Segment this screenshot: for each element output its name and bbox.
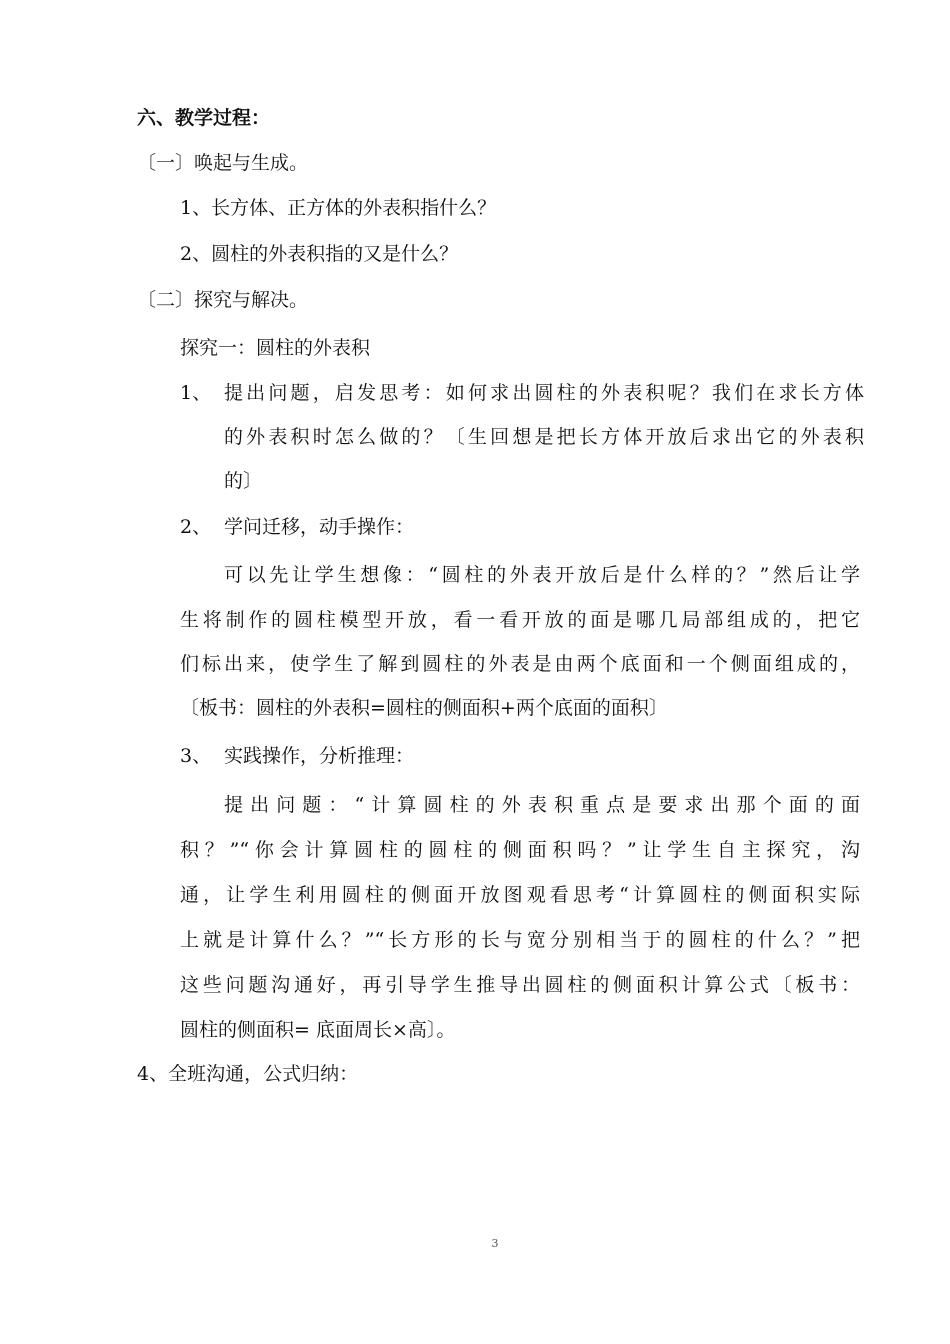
- step3-line-6: 圆柱的侧面积= 底面周长×高〕。: [180, 1019, 456, 1041]
- step3-line-3: 通，让学生利用圆柱的侧面开放图观看思考“计算圆柱的侧面积实际: [180, 884, 860, 906]
- step3-line-1: 提出问题：“计算圆柱的外表积重点是要求出那个面的面: [224, 794, 860, 816]
- step1-line-1: 提出问题，启发思考：如何求出圆柱的外表积呢？我们在求长方体: [224, 382, 864, 404]
- step1-line-2: 的外表积时怎么做的？〔生回想是把长方体开放后求出它的外表积: [224, 426, 864, 448]
- step3-line-2: 积？”“你会计算圆柱的圆柱的侧面积吗？”让学生自主探究，沟: [180, 839, 860, 861]
- step2-line-4: 〔板书：圆柱的外表积=圆柱的侧面积+两个底面的面积〕: [180, 697, 668, 719]
- section2-title: 〔二〕探究与解决。: [137, 289, 309, 311]
- step3-line-4: 上就是计算什么？”“长方形的长与宽分别相当于的圆柱的什么？”把: [180, 929, 860, 951]
- step1-line-3: 的〕: [224, 470, 263, 492]
- step3-number: 3、: [180, 745, 212, 767]
- step1-number: 1、: [180, 382, 212, 404]
- step2-line-3: 们标出来，使学生了解到圆柱的外表是由两个底面和一个侧面组成的，: [180, 653, 860, 675]
- step2-title: 学问迁移，动手操作：: [224, 516, 415, 538]
- step3-title: 实践操作，分析推理：: [224, 745, 415, 767]
- step3-line-5: 这些问题沟通好，再引导学生推导出圆柱的侧面积计算公式〔板书：: [180, 974, 860, 996]
- explore-title: 探究一：圆柱的外表积: [180, 337, 371, 359]
- step2-line-1: 可以先让学生想像：“圆柱的外表开放后是什么样的？”然后让学: [224, 564, 860, 586]
- step4-line: 4、全班沟通，公式归纳：: [137, 1063, 359, 1085]
- page-number: 3: [491, 1237, 499, 1250]
- section-heading: 六、教学过程：: [137, 107, 271, 129]
- step2-number: 2、: [180, 516, 212, 538]
- section1-title: 〔一〕唤起与生成。: [137, 152, 309, 174]
- step2-line-2: 生将制作的圆柱模型开放，看一看开放的面是哪几局部组成的，把它: [180, 609, 860, 631]
- section1-item-1: 1、长方体、正方体的外表积指什么？: [180, 197, 497, 219]
- section1-item-2: 2、圆柱的外表积指的又是什么？: [180, 243, 459, 265]
